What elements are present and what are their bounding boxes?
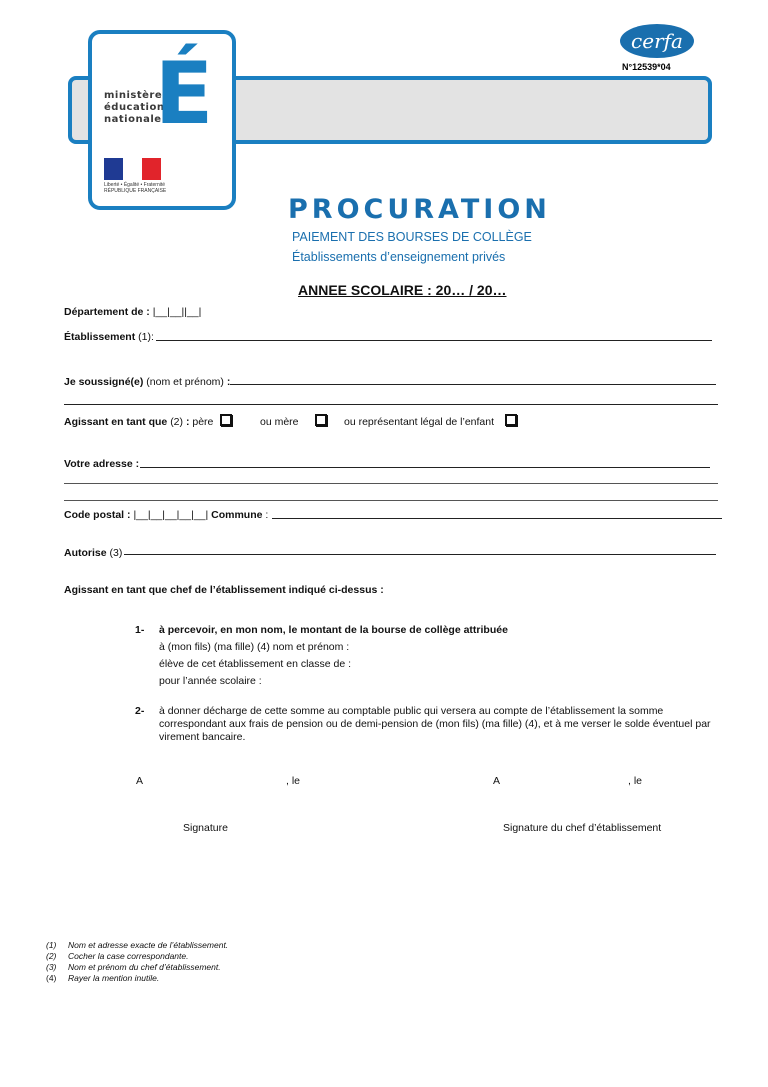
pere-label: père — [192, 416, 214, 428]
adresse-label: Votre adresse : — [64, 458, 140, 470]
soussigne-input[interactable] — [230, 384, 716, 385]
subtitle-line2: Établissements d’enseignement privés — [292, 250, 506, 264]
ministry-logo — [88, 30, 236, 210]
mere-label: ou mère — [260, 416, 299, 428]
soussigne-colon: : — [226, 376, 231, 388]
autorise-input[interactable] — [124, 554, 716, 555]
french-flag-icon — [104, 158, 162, 180]
signature-right: Signature du chef d’établissement — [503, 822, 662, 834]
commune-input[interactable] — [272, 518, 722, 519]
item2-text: à donner décharge de cette somme au comptable public qui versera au compte de l’établissement la somme correspondant aux frais de pension ou de demi-pension de (mon fils) (ma fille) (4), et à me verser le solde éventuel par virement bancaire. — [159, 705, 711, 743]
page-title: PROCURATION — [288, 194, 551, 225]
item2-number: 2- — [135, 705, 145, 717]
pere-checkbox[interactable] — [220, 414, 232, 426]
representant-label: ou représentant légal de l’enfant — [344, 416, 495, 428]
footnote-3: (3) Nom et prénom du chef d’établissement. — [46, 962, 221, 972]
agissant-label: Agissant en tant que — [64, 416, 168, 428]
commune-label: Commune — [211, 509, 263, 521]
soussigne-note: (nom et prénom) — [146, 376, 224, 388]
annee-scolaire: ANNEE SCOLAIRE : 20… / 20… — [298, 282, 507, 298]
chef-label: Agissant en tant que chef de l’établissement indiqué ci-dessus : — [64, 584, 384, 596]
item1-title: à percevoir, en mon nom, le montant de la bourse de collège attribuée — [159, 624, 508, 636]
autorise-label: Autorise — [64, 547, 107, 559]
adresse-row — [64, 458, 139, 470]
soussigne-row — [64, 376, 230, 388]
agissant-note: (2) — [170, 416, 184, 428]
representant-checkbox[interactable] — [505, 414, 517, 426]
departement-label: Département de : — [64, 306, 150, 318]
flag-caption: Liberté • Égalité • Fraternité RÉPUBLIQUE FRANÇAISE — [104, 182, 167, 194]
footnote-2: (2) Cocher la case correspondante. — [46, 951, 189, 961]
departement-row — [64, 306, 201, 318]
code-postal-row — [64, 509, 268, 521]
code-postal-label: Code postal : — [64, 509, 131, 521]
place-left: A — [136, 775, 144, 787]
date-right: , le — [628, 775, 643, 787]
etablissement-input[interactable] — [156, 340, 712, 341]
adresse-input[interactable] — [140, 467, 710, 468]
footnote-1: (1) Nom et adresse exacte de l’établissement. — [46, 940, 229, 950]
date-left: , le — [286, 775, 301, 787]
adresse-input-line2[interactable] — [64, 483, 718, 484]
autorise-note: (3) — [109, 547, 123, 559]
representant-option — [344, 414, 517, 428]
etablissement-row — [64, 331, 154, 343]
item1-line4: pour l’année scolaire : — [159, 675, 262, 687]
cerfa-number: N°12539*04 — [622, 62, 671, 72]
autorise-row — [64, 547, 122, 559]
mere-option — [260, 414, 327, 428]
subtitle-line1: PAIEMENT DES BOURSES DE COLLÈGE — [292, 230, 532, 244]
cerfa-logo: cerfa — [620, 24, 694, 58]
departement-input[interactable]: |__|__||__| — [152, 306, 202, 318]
etablissement-note: (1): — [138, 331, 154, 343]
signature-left: Signature — [183, 822, 228, 834]
adresse-input-line3[interactable] — [64, 500, 718, 501]
item1-line3: élève de cet établissement en classe de : — [159, 658, 352, 670]
soussigne-input-line2[interactable] — [64, 404, 718, 405]
item1-number: 1- — [135, 624, 145, 636]
agissant-row — [64, 414, 232, 428]
footnote-4: (4) Rayer la mention inutile. — [46, 973, 160, 983]
logo-text: ministère éducation nationale — [104, 90, 165, 125]
code-postal-input[interactable]: |__|__|__|__|__| — [133, 509, 209, 521]
mere-checkbox[interactable] — [315, 414, 327, 426]
etablissement-label: Établissement — [64, 331, 136, 343]
item1-line2: à (mon fils) (ma fille) (4) nom et prénom : — [159, 641, 350, 653]
soussigne-label: Je soussigné(e) — [64, 376, 144, 388]
logo-letter: É — [154, 44, 214, 144]
agissant-colon: : — [185, 416, 190, 428]
commune-colon: : — [265, 509, 269, 521]
place-right: A — [493, 775, 501, 787]
